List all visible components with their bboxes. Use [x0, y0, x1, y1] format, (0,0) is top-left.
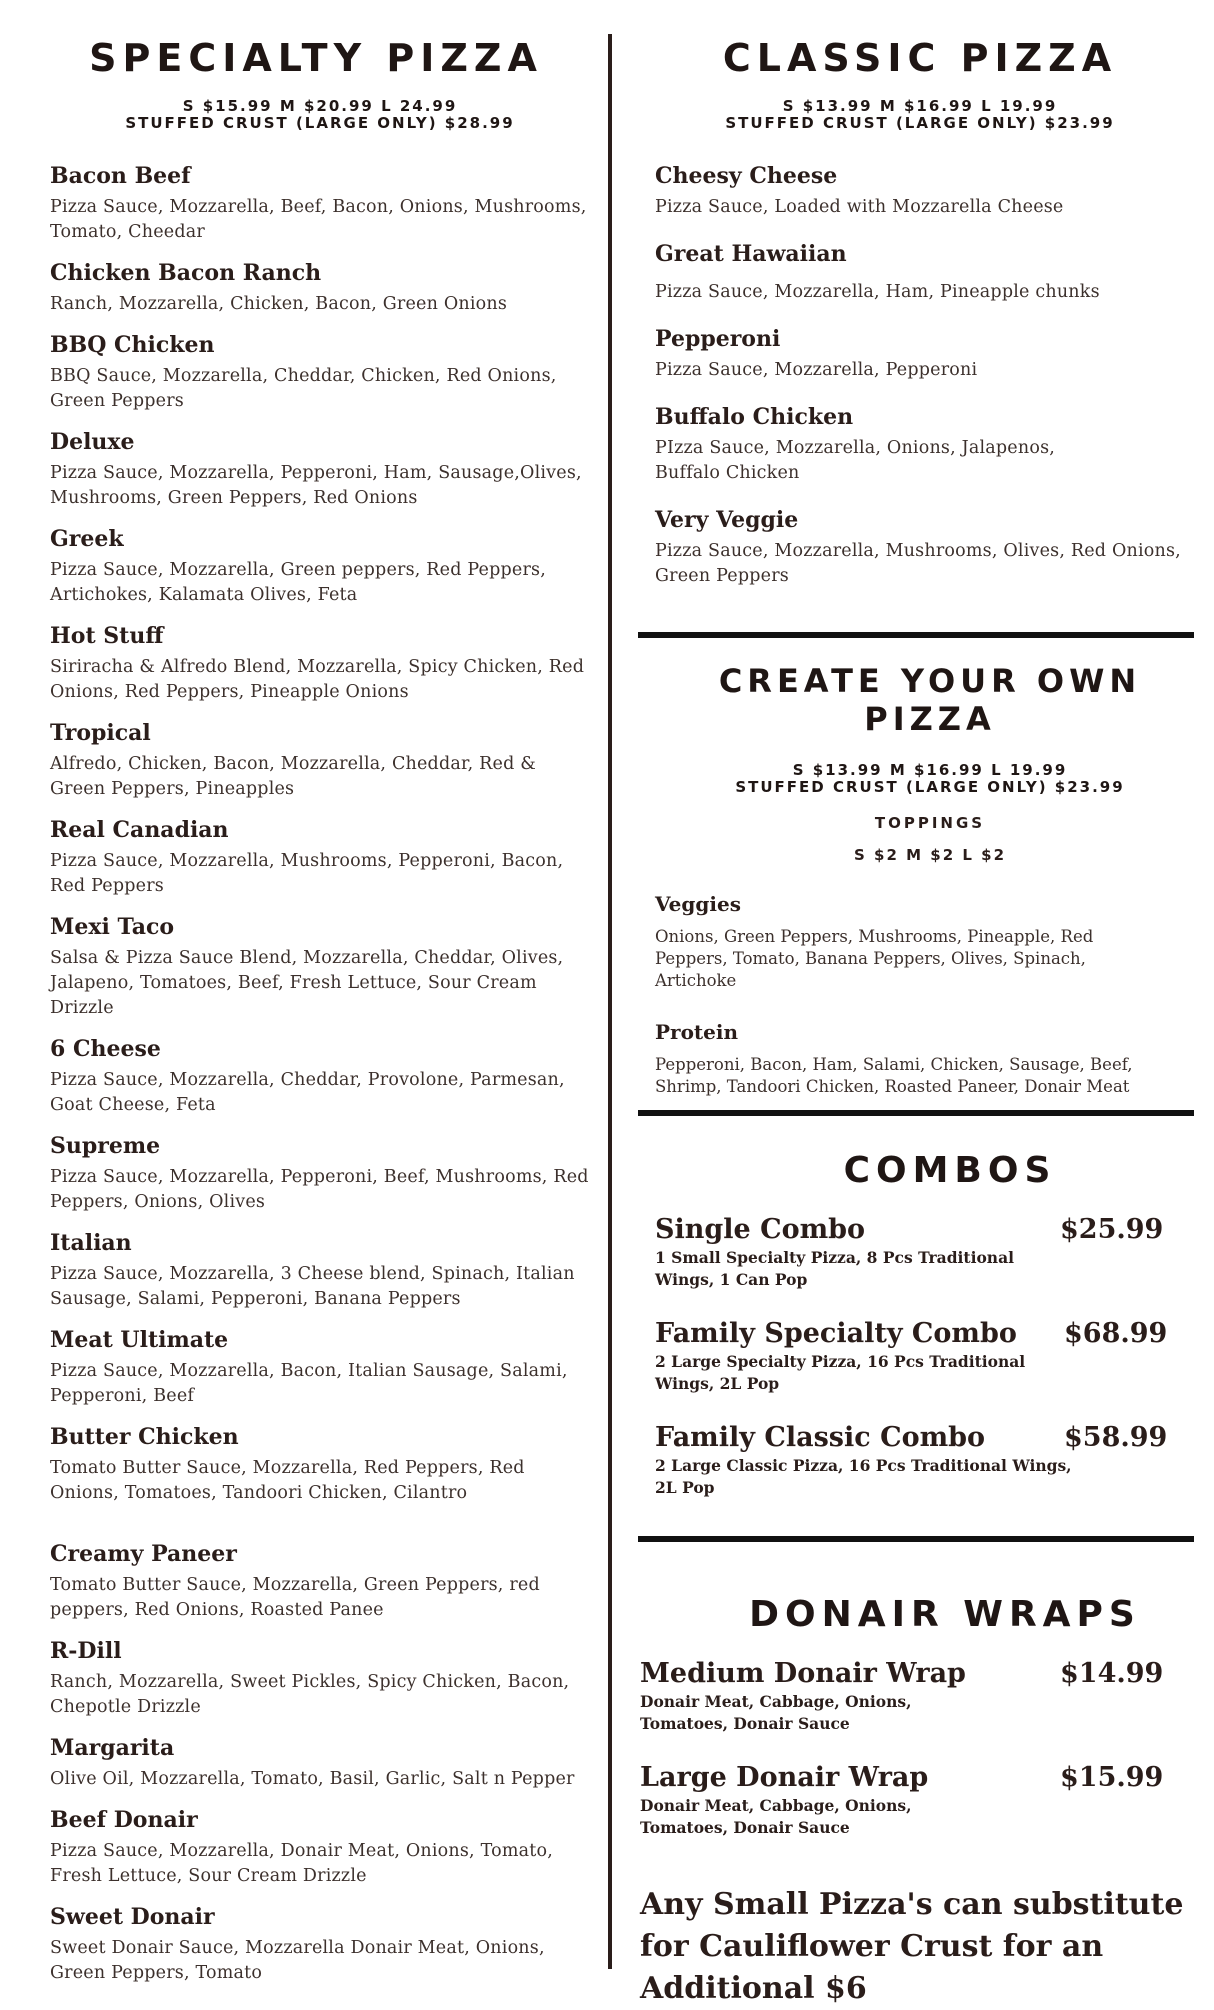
donair-wraps-section	[640, 1594, 1210, 1865]
specialty-section	[50, 36, 590, 2000]
item-description: Ranch, Mozzarella, Chicken, Bacon, Green Onions	[50, 294, 508, 314]
item-name: Creamy Paneer	[50, 1541, 237, 1567]
item-description: Pizza Sauce, Mozzarella, Pepperoni	[655, 360, 978, 380]
group-name: Protein	[655, 1020, 739, 1044]
specialty-list	[50, 162, 590, 1986]
wrap-name: Medium Donair Wrap	[640, 1658, 966, 1689]
item-name: Deluxe	[50, 429, 135, 455]
item-name: Italian	[50, 1230, 132, 1256]
item-name: BBQ Chicken	[50, 332, 215, 358]
combo-item	[655, 1317, 1200, 1395]
combo-description: 1 Small Specialty Pizza, 8 Pcs Traditional Wings, 1 Can Pop	[655, 1248, 1015, 1289]
menu-item	[50, 913, 590, 1021]
menu-item	[655, 403, 1200, 486]
item-description: Pizza Sauce, Mozzarella, Mushrooms, Pepperoni, Bacon, Red Peppers	[50, 851, 564, 896]
item-description: Pizza Sauce, Mozzarella, Cheddar, Provolone, Parmesan, Goat Cheese, Feta	[50, 1070, 565, 1115]
item-description: Pizza Sauce, Mozzarella, 3 Cheese blend, Spinach, Italian Sausage, Salami, Pepperoni, Banana Peppers	[50, 1264, 575, 1309]
menu-item	[655, 325, 1200, 383]
donair-title: DONAIR WRAPS	[749, 1594, 1141, 1635]
item-description: Tomato Butter Sauce, Mozzarella, Red Peppers, Red Onions, Tomatoes, Tandoori Chicken, Cilantro	[50, 1458, 525, 1503]
classic-section	[640, 36, 1200, 589]
combos-section	[640, 1150, 1200, 1525]
item-name: Bacon Beef	[50, 163, 191, 189]
combos-title: COMBOS	[843, 1150, 1057, 1191]
specialty-title: SPECIALTY PIZZA	[89, 36, 543, 80]
menu-item	[655, 506, 1200, 589]
menu-item	[50, 1326, 590, 1409]
item-description: Tomato Butter Sauce, Mozzarella, Green Peppers, red peppers, Red Onions, Roasted Panee	[50, 1575, 540, 1620]
item-description: Pizza Sauce, Mozzarella, Bacon, Italian Sausage, Salami, Pepperoni, Beef	[50, 1361, 568, 1406]
menu-item	[50, 622, 590, 705]
item-description: Pizza Sauce, Mozzarella, Ham, Pineapple chunks	[655, 282, 1100, 302]
menu-item	[50, 719, 590, 802]
item-name: Butter Chicken	[50, 1424, 239, 1450]
menu-item	[50, 1637, 590, 1720]
classic-stuffed-crust: STUFFED CRUST (LARGE ONLY) $23.99	[725, 114, 1115, 132]
combo-name: Family Classic Combo	[655, 1422, 986, 1453]
item-name: Buffalo Chicken	[655, 404, 854, 430]
classic-list	[655, 162, 1200, 589]
item-name: R-Dill	[50, 1638, 122, 1664]
column-divider	[608, 34, 612, 1969]
item-name: Great Hawaiian	[655, 241, 847, 267]
classic-title: CLASSIC PIZZA	[722, 36, 1118, 80]
combo-name: Family Specialty Combo	[655, 1318, 1017, 1349]
section-divider-combos	[638, 1536, 1194, 1542]
wrap-name: Large Donair Wrap	[640, 1762, 929, 1793]
item-name: 6 Cheese	[50, 1036, 161, 1062]
create-your-own-section	[640, 662, 1200, 1098]
combo-price: $68.99	[1064, 1318, 1168, 1349]
item-description: Pizza Sauce, Mozzarella, Green peppers, Red Peppers, Artichokes, Kalamata Olives, Feta	[50, 560, 546, 605]
wrap-description: Donair Meat, Cabbage, Onions, Tomatoes, Donair Sauce	[640, 1796, 912, 1837]
item-name: Greek	[50, 526, 124, 552]
specialty-prices: S $15.99 M $20.99 L 24.99	[182, 97, 458, 115]
topping-group-protein	[655, 1020, 1200, 1098]
combo-description: 2 Large Classic Pizza, 16 Pcs Traditional Wings, 2L Pop	[655, 1456, 1072, 1497]
item-name: Chicken Bacon Ranch	[50, 260, 322, 286]
wrap-item	[640, 1761, 1210, 1839]
item-description: Salsa & Pizza Sauce Blend, Mozzarella, Cheddar, Olives, Jalapeno, Tomatoes, Beef, Fresh Lettuce, Sour Cream Drizzle	[50, 948, 564, 1018]
item-name: Supreme	[50, 1133, 161, 1159]
combo-item	[655, 1213, 1200, 1291]
group-name: Veggies	[655, 892, 741, 916]
menu-item	[50, 1806, 590, 1889]
item-description: PIzza Sauce, Mozzarella, Onions, Jalapenos, Buffalo Chicken	[655, 438, 1056, 483]
section-divider-create	[638, 1110, 1194, 1116]
menu-item	[50, 1540, 590, 1623]
item-description: Siriracha & Alfredo Blend, Mozzarella, Spicy Chicken, Red Onions, Red Peppers, Pineapple Onions	[50, 657, 585, 702]
item-name: Real Canadian	[50, 817, 229, 843]
menu-item	[50, 1903, 590, 1986]
menu-item	[50, 1734, 590, 1792]
wrap-description: Donair Meat, Cabbage, Onions, Tomatoes, Donair Sauce	[640, 1692, 912, 1733]
item-name: Pepperoni	[655, 326, 781, 352]
toppings-prices: S $2 M $2 L $2	[853, 846, 1007, 864]
combo-price: $25.99	[1060, 1214, 1164, 1245]
combo-item	[655, 1421, 1200, 1499]
menu-item	[655, 162, 1200, 220]
specialty-stuffed-crust: STUFFED CRUST (LARGE ONLY) $28.99	[125, 114, 515, 132]
menu-item	[50, 428, 590, 511]
item-description: Pizza Sauce, Mozzarella, Beef, Bacon, Onions, Mushrooms, Tomato, Cheedar	[50, 197, 587, 242]
menu-item	[50, 259, 590, 317]
menu-item	[50, 1132, 590, 1215]
item-description: Olive Oil, Mozzarella, Tomato, Basil, Garlic, Salt n Pepper	[50, 1769, 575, 1789]
item-description: Pizza Sauce, Mozzarella, Mushrooms, Olives, Red Onions, Green Peppers	[655, 541, 1181, 586]
create-prices: S $13.99 M $16.99 L 19.99	[792, 761, 1068, 779]
menu-item	[50, 816, 590, 899]
menu-item	[50, 1035, 590, 1118]
item-description: BBQ Sauce, Mozzarella, Cheddar, Chicken, Red Onions, Green Peppers	[50, 366, 557, 411]
item-name: Cheesy Cheese	[655, 163, 838, 189]
item-description: Sweet Donair Sauce, Mozzarella Donair Meat, Onions, Green Peppers, Tomato	[50, 1938, 545, 1983]
toppings-label: TOPPINGS	[874, 814, 986, 832]
item-name: Hot Stuff	[50, 623, 164, 649]
item-description: Pizza Sauce, Loaded with Mozzarella Cheese	[655, 197, 1064, 217]
classic-prices: S $13.99 M $16.99 L 19.99	[782, 97, 1058, 115]
wrap-price: $14.99	[1060, 1658, 1164, 1689]
group-description: Onions, Green Peppers, Mushrooms, Pineapple, Red Peppers, Tomato, Banana Peppers, Olives, Spinach, Artichoke	[655, 927, 1094, 990]
item-name: Margarita	[50, 1735, 175, 1761]
combo-price: $58.99	[1064, 1422, 1168, 1453]
menu-item	[50, 525, 590, 608]
item-name: Beef Donair	[50, 1807, 198, 1833]
menu-item	[655, 240, 1200, 305]
right-column	[640, 36, 1200, 609]
item-name: Very Veggie	[655, 507, 799, 533]
item-name: Meat Ultimate	[50, 1327, 229, 1353]
item-name: Mexi Taco	[50, 914, 175, 940]
item-name: Tropical	[50, 720, 151, 746]
item-name: Sweet Donair	[50, 1904, 215, 1930]
menu-item	[50, 331, 590, 414]
section-divider-classic	[638, 632, 1194, 638]
item-description: Pizza Sauce, Mozzarella, Pepperoni, Beef, Mushrooms, Red Peppers, Onions, Olives	[50, 1167, 589, 1212]
item-description: Ranch, Mozzarella, Sweet Pickles, Spicy Chicken, Bacon, Chepotle Drizzle	[50, 1672, 570, 1717]
combo-name: Single Combo	[655, 1214, 866, 1245]
wrap-item	[640, 1657, 1210, 1735]
item-description: Pizza Sauce, Mozzarella, Pepperoni, Ham, Sausage,Olives, Mushrooms, Green Peppers, Red Onions	[50, 463, 582, 508]
menu-item	[50, 1229, 590, 1312]
menu-item	[50, 162, 590, 245]
create-stuffed-crust: STUFFED CRUST (LARGE ONLY) $23.99	[735, 778, 1125, 796]
create-title: CREATE YOUR OWN PIZZA	[718, 662, 1142, 738]
group-description: Pepperoni, Bacon, Ham, Salami, Chicken, Sausage, Beef, Shrimp, Tandoori Chicken, Roasted Paneer, Donair Meat	[655, 1055, 1133, 1096]
wrap-price: $15.99	[1060, 1762, 1164, 1793]
item-description: Alfredo, Chicken, Bacon, Mozzarella, Cheddar, Red & Green Peppers, Pineapples	[50, 754, 537, 799]
combo-description: 2 Large Specialty Pizza, 16 Pcs Traditional Wings, 2L Pop	[655, 1352, 1026, 1393]
cauliflower-crust-note: Any Small Pizza's can substitute for Cauliflower Crust for an Additional $6	[640, 1887, 1184, 2006]
menu-item	[50, 1423, 590, 1506]
item-description: Pizza Sauce, Mozzarella, Donair Meat, Onions, Tomato, Fresh Lettuce, Sour Cream Drizzle	[50, 1841, 553, 1886]
topping-group-veggies	[655, 892, 1200, 992]
